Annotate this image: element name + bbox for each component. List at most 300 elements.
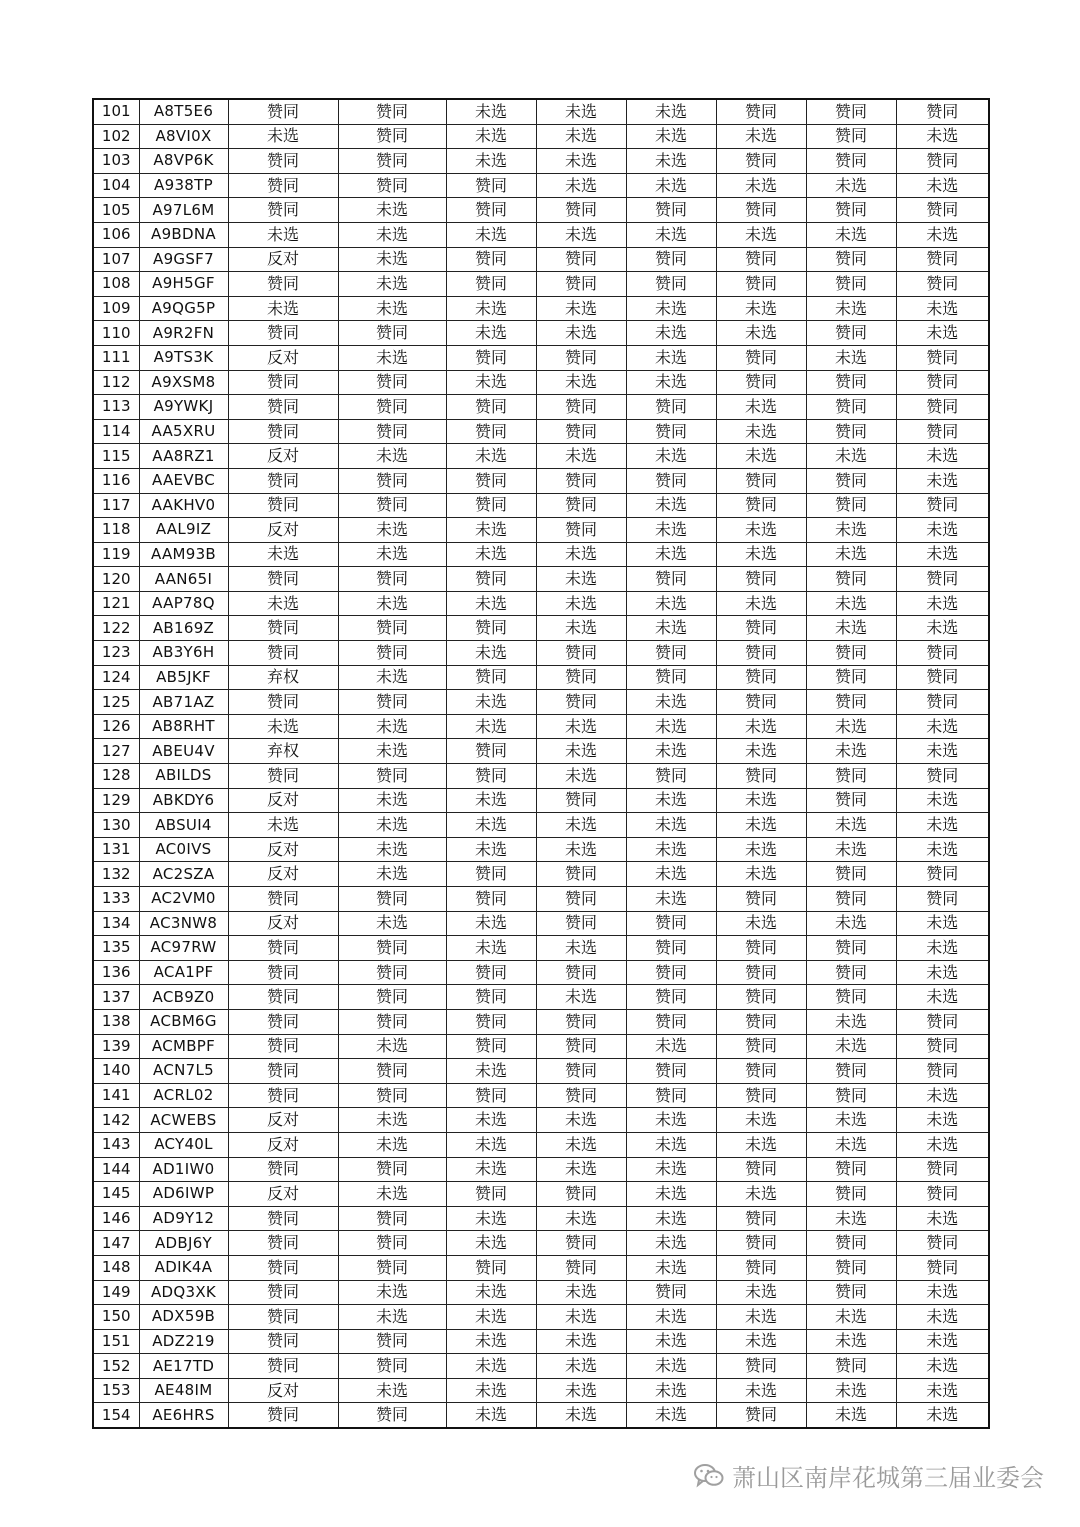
vote-cell: 未选 bbox=[806, 739, 896, 764]
vote-cell: 赞同 bbox=[536, 788, 626, 813]
vote-cell: 未选 bbox=[896, 124, 989, 149]
vote-cell: 赞同 bbox=[896, 1034, 989, 1059]
vote-cell: 赞同 bbox=[626, 198, 716, 223]
voter-code: ABEU4V bbox=[139, 739, 228, 764]
table-row bbox=[93, 321, 989, 346]
vote-cell: 反对 bbox=[228, 345, 338, 370]
vote-cell: 赞同 bbox=[536, 518, 626, 543]
row-number: 128 bbox=[93, 764, 139, 789]
vote-cell: 未选 bbox=[536, 1403, 626, 1428]
vote-cell: 赞同 bbox=[228, 1329, 338, 1354]
row-number: 135 bbox=[93, 936, 139, 961]
vote-cell: 赞同 bbox=[806, 960, 896, 985]
table-row bbox=[93, 395, 989, 420]
vote-cell: 未选 bbox=[896, 296, 989, 321]
vote-cell: 赞同 bbox=[446, 764, 536, 789]
table-row bbox=[93, 1132, 989, 1157]
vote-cell: 赞同 bbox=[228, 149, 338, 174]
table-row bbox=[93, 1378, 989, 1403]
vote-cell: 未选 bbox=[338, 1034, 446, 1059]
vote-cell: 赞同 bbox=[626, 395, 716, 420]
vote-cell: 未选 bbox=[626, 813, 716, 838]
vote-cell: 未选 bbox=[626, 1034, 716, 1059]
vote-cell: 未选 bbox=[338, 788, 446, 813]
vote-cell: 赞同 bbox=[626, 468, 716, 493]
voter-code: AC0IVS bbox=[139, 837, 228, 862]
row-number: 112 bbox=[93, 370, 139, 395]
vote-cell: 未选 bbox=[338, 518, 446, 543]
vote-cell: 未选 bbox=[446, 444, 536, 469]
vote-cell: 赞同 bbox=[446, 1034, 536, 1059]
row-number: 104 bbox=[93, 173, 139, 198]
row-number: 144 bbox=[93, 1157, 139, 1182]
vote-cell: 未选 bbox=[716, 542, 806, 567]
table-row bbox=[93, 936, 989, 961]
vote-cell: 赞同 bbox=[716, 272, 806, 297]
vote-cell: 赞同 bbox=[446, 345, 536, 370]
vote-cell: 赞同 bbox=[806, 1157, 896, 1182]
vote-cell: 赞同 bbox=[626, 1280, 716, 1305]
voter-code: AA8RZ1 bbox=[139, 444, 228, 469]
vote-cell: 未选 bbox=[626, 1403, 716, 1428]
row-number: 103 bbox=[93, 149, 139, 174]
voter-code: ACY40L bbox=[139, 1132, 228, 1157]
vote-cell: 赞同 bbox=[446, 665, 536, 690]
vote-cell: 赞同 bbox=[536, 1231, 626, 1256]
table-row bbox=[93, 1182, 989, 1207]
vote-cell: 赞同 bbox=[228, 567, 338, 592]
vote-cell: 未选 bbox=[896, 222, 989, 247]
vote-cell: 未选 bbox=[806, 542, 896, 567]
vote-cell: 未选 bbox=[896, 788, 989, 813]
vote-cell: 未选 bbox=[536, 567, 626, 592]
vote-cell: 未选 bbox=[338, 591, 446, 616]
table-row bbox=[93, 468, 989, 493]
vote-cell: 赞同 bbox=[228, 1083, 338, 1108]
vote-cell: 未选 bbox=[626, 1206, 716, 1231]
vote-cell: 未选 bbox=[716, 1305, 806, 1330]
vote-cell: 未选 bbox=[896, 1132, 989, 1157]
vote-cell: 未选 bbox=[806, 616, 896, 641]
vote-cell: 赞同 bbox=[446, 198, 536, 223]
vote-cell: 未选 bbox=[338, 837, 446, 862]
row-number: 137 bbox=[93, 985, 139, 1010]
row-number: 110 bbox=[93, 321, 139, 346]
vote-cell: 赞同 bbox=[228, 419, 338, 444]
voter-code: AAKHV0 bbox=[139, 493, 228, 518]
vote-cell: 赞同 bbox=[716, 247, 806, 272]
row-number: 105 bbox=[93, 198, 139, 223]
table-row bbox=[93, 567, 989, 592]
vote-cell: 赞同 bbox=[806, 321, 896, 346]
vote-cell: 赞同 bbox=[896, 395, 989, 420]
vote-cell: 反对 bbox=[228, 862, 338, 887]
row-number: 140 bbox=[93, 1059, 139, 1084]
table-row bbox=[93, 542, 989, 567]
vote-cell: 赞同 bbox=[626, 247, 716, 272]
vote-cell: 赞同 bbox=[626, 985, 716, 1010]
vote-cell: 未选 bbox=[626, 1182, 716, 1207]
vote-cell: 未选 bbox=[446, 641, 536, 666]
vote-cell: 赞同 bbox=[536, 960, 626, 985]
vote-cell: 赞同 bbox=[446, 985, 536, 1010]
vote-cell: 赞同 bbox=[446, 1009, 536, 1034]
row-number: 107 bbox=[93, 247, 139, 272]
vote-cell: 未选 bbox=[806, 1378, 896, 1403]
row-number: 127 bbox=[93, 739, 139, 764]
vote-cell: 赞同 bbox=[228, 1354, 338, 1379]
vote-cell: 未选 bbox=[806, 911, 896, 936]
vote-cell: 未选 bbox=[338, 198, 446, 223]
table-row bbox=[93, 1009, 989, 1034]
vote-cell: 赞同 bbox=[716, 764, 806, 789]
vote-cell: 赞同 bbox=[806, 272, 896, 297]
vote-cell: 未选 bbox=[896, 837, 989, 862]
voter-code: ACN7L5 bbox=[139, 1059, 228, 1084]
vote-cell: 未选 bbox=[338, 222, 446, 247]
vote-cell: 赞同 bbox=[338, 419, 446, 444]
vote-cell: 未选 bbox=[446, 936, 536, 961]
vote-cell: 赞同 bbox=[806, 887, 896, 912]
wechat-icon bbox=[694, 1463, 724, 1489]
vote-cell: 未选 bbox=[536, 837, 626, 862]
vote-table bbox=[92, 98, 990, 1429]
table-row bbox=[93, 960, 989, 985]
vote-cell: 赞同 bbox=[228, 641, 338, 666]
vote-cell: 赞同 bbox=[228, 1206, 338, 1231]
vote-cell: 未选 bbox=[536, 813, 626, 838]
vote-cell: 弃权 bbox=[228, 739, 338, 764]
vote-cell: 未选 bbox=[536, 616, 626, 641]
vote-cell: 未选 bbox=[536, 985, 626, 1010]
vote-cell: 赞同 bbox=[626, 419, 716, 444]
vote-cell: 赞同 bbox=[536, 272, 626, 297]
vote-cell: 反对 bbox=[228, 911, 338, 936]
vote-cell: 未选 bbox=[806, 518, 896, 543]
voter-code: AE48IM bbox=[139, 1378, 228, 1403]
vote-cell: 未选 bbox=[806, 1132, 896, 1157]
row-number: 147 bbox=[93, 1231, 139, 1256]
vote-cell: 赞同 bbox=[536, 641, 626, 666]
vote-cell: 赞同 bbox=[626, 911, 716, 936]
table-row bbox=[93, 641, 989, 666]
row-number: 141 bbox=[93, 1083, 139, 1108]
voter-code: AD9Y12 bbox=[139, 1206, 228, 1231]
table-row bbox=[93, 1329, 989, 1354]
vote-cell: 未选 bbox=[536, 1378, 626, 1403]
vote-cell: 未选 bbox=[536, 936, 626, 961]
vote-cell: 赞同 bbox=[806, 493, 896, 518]
vote-cell: 赞同 bbox=[228, 1255, 338, 1280]
table-row bbox=[93, 149, 989, 174]
table-row bbox=[93, 788, 989, 813]
vote-cell: 赞同 bbox=[896, 370, 989, 395]
vote-cell: 未选 bbox=[446, 1329, 536, 1354]
row-number: 118 bbox=[93, 518, 139, 543]
row-number: 114 bbox=[93, 419, 139, 444]
vote-cell: 赞同 bbox=[896, 198, 989, 223]
vote-cell: 赞同 bbox=[626, 960, 716, 985]
vote-cell: 未选 bbox=[716, 714, 806, 739]
vote-cell: 赞同 bbox=[896, 345, 989, 370]
row-number: 120 bbox=[93, 567, 139, 592]
vote-cell: 赞同 bbox=[716, 1206, 806, 1231]
vote-cell: 未选 bbox=[626, 124, 716, 149]
vote-cell: 未选 bbox=[446, 1231, 536, 1256]
vote-cell: 赞同 bbox=[536, 395, 626, 420]
vote-cell: 未选 bbox=[446, 296, 536, 321]
vote-cell: 赞同 bbox=[228, 1034, 338, 1059]
vote-cell: 未选 bbox=[338, 862, 446, 887]
voter-code: A9GSF7 bbox=[139, 247, 228, 272]
vote-cell: 赞同 bbox=[896, 247, 989, 272]
vote-cell: 未选 bbox=[896, 1108, 989, 1133]
vote-cell: 赞同 bbox=[536, 665, 626, 690]
vote-cell: 赞同 bbox=[536, 1009, 626, 1034]
vote-cell: 未选 bbox=[896, 518, 989, 543]
footer-text: 萧山区南岸花城第三届业委会 bbox=[732, 1464, 1044, 1492]
table-row bbox=[93, 222, 989, 247]
vote-cell: 赞同 bbox=[806, 1182, 896, 1207]
vote-cell: 赞同 bbox=[536, 887, 626, 912]
vote-cell: 赞同 bbox=[806, 936, 896, 961]
vote-cell: 赞同 bbox=[536, 1059, 626, 1084]
vote-cell: 未选 bbox=[716, 1280, 806, 1305]
vote-cell: 未选 bbox=[536, 124, 626, 149]
vote-cell: 未选 bbox=[338, 1182, 446, 1207]
vote-cell: 赞同 bbox=[896, 1182, 989, 1207]
vote-cell: 赞同 bbox=[806, 1280, 896, 1305]
vote-cell: 赞同 bbox=[716, 960, 806, 985]
vote-cell: 赞同 bbox=[338, 99, 446, 124]
vote-cell: 赞同 bbox=[446, 739, 536, 764]
vote-cell: 未选 bbox=[716, 788, 806, 813]
vote-cell: 未选 bbox=[806, 1403, 896, 1428]
vote-cell: 赞同 bbox=[338, 1157, 446, 1182]
vote-cell: 未选 bbox=[228, 714, 338, 739]
vote-cell: 未选 bbox=[896, 714, 989, 739]
vote-cell: 未选 bbox=[626, 1329, 716, 1354]
vote-cell: 未选 bbox=[228, 222, 338, 247]
vote-cell: 未选 bbox=[806, 837, 896, 862]
vote-cell: 未选 bbox=[446, 911, 536, 936]
vote-cell: 赞同 bbox=[806, 788, 896, 813]
vote-cell: 未选 bbox=[716, 395, 806, 420]
voter-code: AB3Y6H bbox=[139, 641, 228, 666]
vote-cell: 未选 bbox=[806, 813, 896, 838]
vote-cell: 未选 bbox=[228, 296, 338, 321]
vote-cell: 赞同 bbox=[536, 247, 626, 272]
voter-code: A9XSM8 bbox=[139, 370, 228, 395]
vote-cell: 未选 bbox=[896, 468, 989, 493]
vote-cell: 赞同 bbox=[338, 1206, 446, 1231]
vote-cell: 未选 bbox=[626, 616, 716, 641]
vote-cell: 赞同 bbox=[228, 1280, 338, 1305]
vote-cell: 赞同 bbox=[716, 1354, 806, 1379]
vote-cell: 未选 bbox=[896, 1329, 989, 1354]
vote-cell: 未选 bbox=[626, 493, 716, 518]
voter-code: AD6IWP bbox=[139, 1182, 228, 1207]
table-row bbox=[93, 198, 989, 223]
vote-cell: 未选 bbox=[536, 444, 626, 469]
row-number: 148 bbox=[93, 1255, 139, 1280]
vote-cell: 未选 bbox=[806, 345, 896, 370]
vote-cell: 赞同 bbox=[896, 1009, 989, 1034]
vote-cell: 赞同 bbox=[338, 1009, 446, 1034]
vote-cell: 未选 bbox=[536, 321, 626, 346]
vote-cell: 未选 bbox=[338, 813, 446, 838]
table-row bbox=[93, 345, 989, 370]
vote-cell: 赞同 bbox=[626, 641, 716, 666]
vote-cell: 未选 bbox=[338, 444, 446, 469]
vote-cell: 未选 bbox=[536, 1354, 626, 1379]
vote-cell: 赞同 bbox=[228, 173, 338, 198]
table-row bbox=[93, 296, 989, 321]
row-number: 152 bbox=[93, 1354, 139, 1379]
voter-code: A8VP6K bbox=[139, 149, 228, 174]
voter-code: A8T5E6 bbox=[139, 99, 228, 124]
vote-cell: 赞同 bbox=[338, 887, 446, 912]
vote-cell: 未选 bbox=[536, 1305, 626, 1330]
table-row bbox=[93, 99, 989, 124]
vote-cell: 未选 bbox=[716, 124, 806, 149]
vote-cell: 未选 bbox=[626, 296, 716, 321]
vote-cell: 赞同 bbox=[716, 99, 806, 124]
vote-cell: 未选 bbox=[626, 788, 716, 813]
vote-cell: 赞同 bbox=[716, 616, 806, 641]
vote-cell: 未选 bbox=[716, 1378, 806, 1403]
vote-cell: 未选 bbox=[896, 985, 989, 1010]
table-row bbox=[93, 173, 989, 198]
vote-cell: 未选 bbox=[626, 222, 716, 247]
vote-cell: 未选 bbox=[806, 173, 896, 198]
table-row bbox=[93, 370, 989, 395]
vote-cell: 赞同 bbox=[446, 395, 536, 420]
vote-cell: 未选 bbox=[896, 173, 989, 198]
vote-cell: 赞同 bbox=[536, 493, 626, 518]
vote-cell: 赞同 bbox=[338, 616, 446, 641]
footer-watermark bbox=[694, 1458, 1044, 1493]
table-row bbox=[93, 764, 989, 789]
vote-cell: 赞同 bbox=[338, 493, 446, 518]
vote-cell: 赞同 bbox=[338, 936, 446, 961]
table-row bbox=[93, 665, 989, 690]
table-row bbox=[93, 862, 989, 887]
vote-cell: 未选 bbox=[338, 1305, 446, 1330]
vote-cell: 未选 bbox=[536, 1132, 626, 1157]
voter-code: AAM93B bbox=[139, 542, 228, 567]
vote-cell: 未选 bbox=[338, 1378, 446, 1403]
vote-cell: 未选 bbox=[536, 1329, 626, 1354]
vote-cell: 未选 bbox=[446, 1280, 536, 1305]
vote-cell: 赞同 bbox=[716, 567, 806, 592]
vote-cell: 赞同 bbox=[536, 1255, 626, 1280]
row-number: 145 bbox=[93, 1182, 139, 1207]
vote-cell: 赞同 bbox=[228, 1305, 338, 1330]
vote-cell: 赞同 bbox=[536, 862, 626, 887]
table-row bbox=[93, 1354, 989, 1379]
vote-cell: 赞同 bbox=[626, 1083, 716, 1108]
vote-cell: 赞同 bbox=[446, 493, 536, 518]
vote-cell: 未选 bbox=[536, 370, 626, 395]
vote-cell: 赞同 bbox=[716, 641, 806, 666]
vote-cell: 未选 bbox=[716, 222, 806, 247]
row-number: 102 bbox=[93, 124, 139, 149]
row-number: 106 bbox=[93, 222, 139, 247]
vote-cell: 赞同 bbox=[338, 1083, 446, 1108]
vote-cell: 赞同 bbox=[228, 272, 338, 297]
table-row bbox=[93, 1083, 989, 1108]
vote-cell: 赞同 bbox=[806, 1255, 896, 1280]
voter-code: ABILDS bbox=[139, 764, 228, 789]
vote-cell: 赞同 bbox=[338, 1403, 446, 1428]
vote-cell: 赞同 bbox=[896, 665, 989, 690]
vote-cell: 未选 bbox=[338, 739, 446, 764]
vote-cell: 赞同 bbox=[338, 370, 446, 395]
vote-cell: 反对 bbox=[228, 788, 338, 813]
voter-code: ADIK4A bbox=[139, 1255, 228, 1280]
vote-cell: 赞同 bbox=[806, 1231, 896, 1256]
vote-cell: 赞同 bbox=[896, 1255, 989, 1280]
table-row bbox=[93, 419, 989, 444]
vote-cell: 未选 bbox=[806, 296, 896, 321]
voter-code: ACA1PF bbox=[139, 960, 228, 985]
vote-cell: 赞同 bbox=[716, 1403, 806, 1428]
vote-cell: 未选 bbox=[338, 345, 446, 370]
voter-code: ADX59B bbox=[139, 1305, 228, 1330]
row-number: 122 bbox=[93, 616, 139, 641]
voter-code: A9TS3K bbox=[139, 345, 228, 370]
voter-code: ACMBPF bbox=[139, 1034, 228, 1059]
vote-cell: 赞同 bbox=[536, 1182, 626, 1207]
vote-cell: 未选 bbox=[446, 1059, 536, 1084]
voter-code: ADQ3XK bbox=[139, 1280, 228, 1305]
vote-cell: 赞同 bbox=[446, 887, 536, 912]
row-number: 149 bbox=[93, 1280, 139, 1305]
row-number: 133 bbox=[93, 887, 139, 912]
vote-cell: 赞同 bbox=[536, 198, 626, 223]
row-number: 153 bbox=[93, 1378, 139, 1403]
vote-cell: 未选 bbox=[626, 444, 716, 469]
vote-cell: 赞同 bbox=[806, 99, 896, 124]
vote-cell: 赞同 bbox=[446, 960, 536, 985]
vote-cell: 未选 bbox=[896, 960, 989, 985]
voter-code: ABSUI4 bbox=[139, 813, 228, 838]
vote-cell: 赞同 bbox=[806, 985, 896, 1010]
vote-cell: 赞同 bbox=[806, 1354, 896, 1379]
row-number: 132 bbox=[93, 862, 139, 887]
row-number: 150 bbox=[93, 1305, 139, 1330]
vote-cell: 未选 bbox=[446, 1354, 536, 1379]
vote-cell: 未选 bbox=[896, 813, 989, 838]
vote-cell: 赞同 bbox=[626, 1009, 716, 1034]
vote-cell: 未选 bbox=[626, 1354, 716, 1379]
vote-cell: 赞同 bbox=[806, 395, 896, 420]
vote-cell: 反对 bbox=[228, 837, 338, 862]
table-row bbox=[93, 444, 989, 469]
vote-cell: 赞同 bbox=[338, 764, 446, 789]
vote-cell: 赞同 bbox=[896, 272, 989, 297]
vote-cell: 未选 bbox=[446, 542, 536, 567]
vote-cell: 赞同 bbox=[536, 1034, 626, 1059]
vote-cell: 未选 bbox=[338, 272, 446, 297]
table-row bbox=[93, 124, 989, 149]
vote-cell: 未选 bbox=[716, 173, 806, 198]
vote-cell: 反对 bbox=[228, 1132, 338, 1157]
row-number: 131 bbox=[93, 837, 139, 862]
vote-cell: 赞同 bbox=[338, 690, 446, 715]
voter-code: ADZ219 bbox=[139, 1329, 228, 1354]
